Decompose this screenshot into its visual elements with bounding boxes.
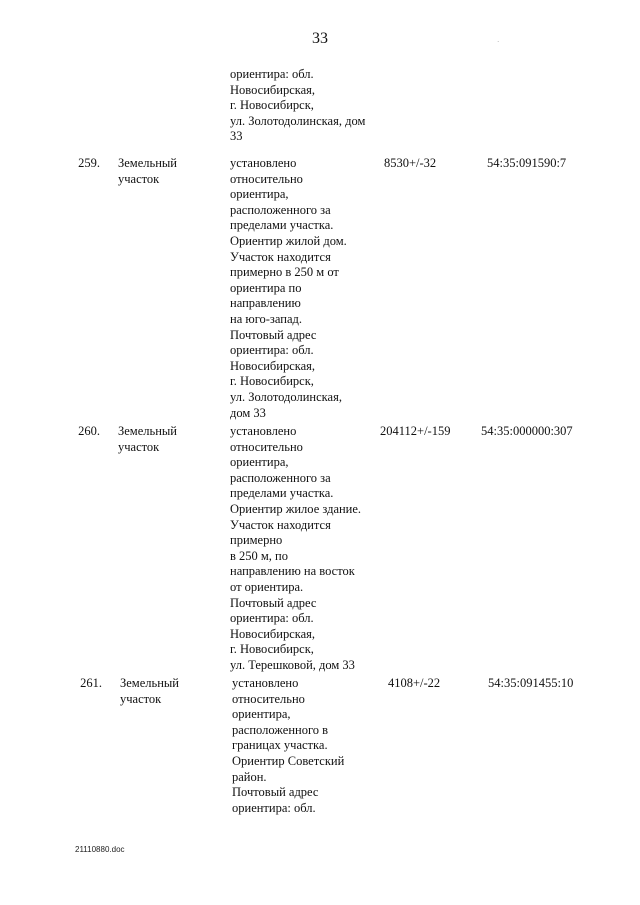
row-type: Земельный участок — [118, 424, 177, 454]
row-number: 259. — [78, 156, 100, 170]
row-number: 261. — [80, 676, 102, 690]
row-cadastral-number: 54:35:091590:7 — [487, 156, 567, 170]
row-number: 260. — [78, 424, 100, 438]
row-type: Земельный участок — [118, 156, 177, 186]
row-type: Земельный участок — [120, 676, 179, 706]
row-cadastral-number: 54:35:000000:307 — [481, 424, 573, 438]
page-number: 33 — [312, 30, 328, 47]
footer-filename: 21110880.doc — [75, 845, 125, 854]
tick-mark: · — [497, 38, 500, 46]
row-cadastral-number: 54:35:091455:10 — [488, 676, 574, 690]
row-description: установлено относительно ориентира, расположенного за пределами участка. Ориентир жилой дом. Участок находится примерно в 250 м от ориентира по направлению на юго-запад. Почтовый адрес ориентира: обл. Новосибирская, г. Новосибирск, ул. Золотодолинская, дом 33 — [230, 156, 347, 420]
row-area: 204112+/-159 — [380, 424, 451, 438]
row-description: установлено относительно ориентира, расположенного в границах участка. Ориентир Советский район. Почтовый адрес ориентира: обл. — [232, 676, 345, 815]
row-description: установлено относительно ориентира, расположенного за пределами участка. Ориентир жилое здание. Участок находится примерно в 250 м, по направлению на восток от ориентира. Почтовый адрес ориентира: обл. Новосибирская, г. Новосибирск, ул. Терешковой, дом 33 — [230, 424, 362, 672]
row-area: 8530+/-32 — [384, 156, 437, 170]
continuation-text: ориентира: обл. Новосибирская, г. Новосибирск, ул. Золотодолинская, дом 33 — [230, 67, 366, 144]
row-area: 4108+/-22 — [388, 676, 441, 690]
